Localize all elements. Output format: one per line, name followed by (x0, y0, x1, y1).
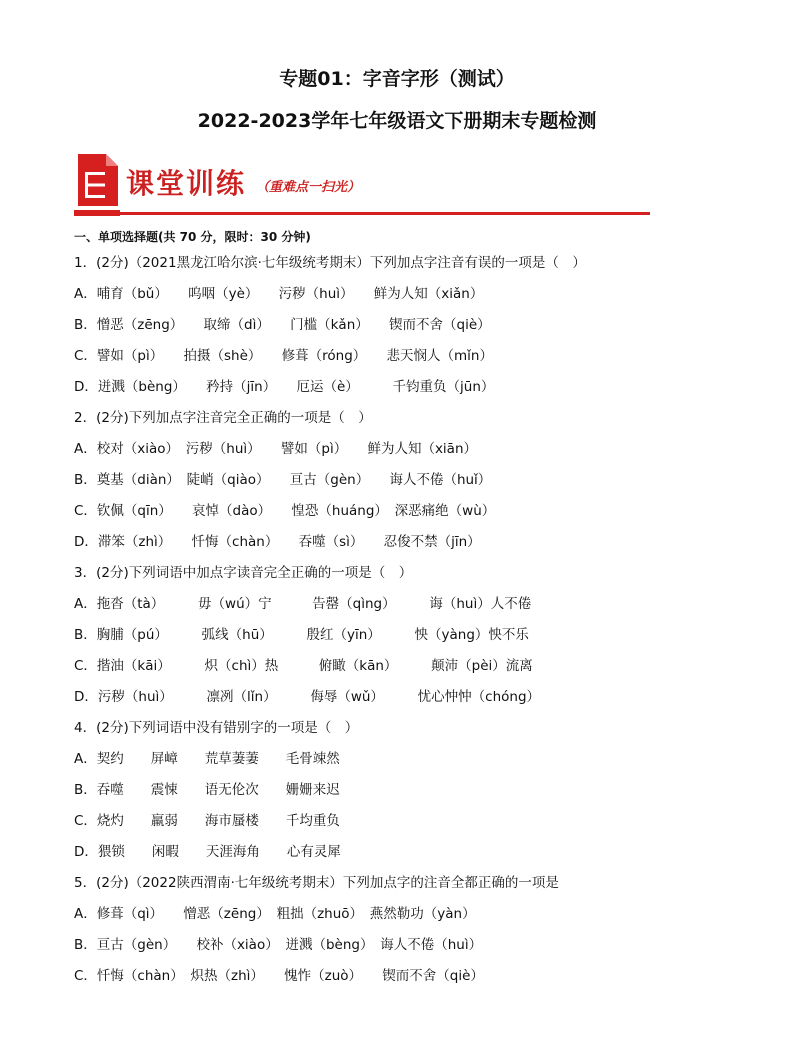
option-d: D．污秽（huì） 凛冽（lǐn） 侮辱（wǔ） 忧心忡忡（chóng） (74, 689, 541, 705)
option-d: D．滞笨（zhì） 忏悔（chàn） 吞噬（sì） 忍俊不禁（jīn） (74, 534, 481, 550)
option-c: C．忏悔（chàn） 炽热（zhì） 愧怍（zuò） 锲而不舍（qiè） (74, 968, 484, 984)
question-stem: 2．(2分)下列加点字注音完全正确的一项是（ ） (74, 410, 372, 426)
option-c: C．烧灼 羸弱 海市蜃楼 千均重负 (74, 813, 340, 829)
option-a: A．拖沓（tà） 毋（wú）宁 告罄（qìng） 诲（huì）人不倦 (74, 596, 532, 612)
document-subtitle: 2022-2023学年七年级语文下册期末专题检测 (197, 110, 597, 132)
document-icon (74, 152, 120, 208)
option-c: C．揩油（kāi） 炽（chì）热 俯瞰（kān） 颠沛（pèi）流离 (74, 658, 533, 674)
option-b: B．奠基（diàn） 陡峭（qiào） 亘古（gèn） 诲人不倦（huǐ） (74, 472, 492, 488)
section-banner (74, 150, 650, 218)
question-list (74, 248, 734, 992)
section-heading: 一、单项选择题(共 70 分，限时：30 分钟) (74, 230, 311, 244)
option-b: B．憎恶（zēng） 取缔（dì） 门槛（kǎn） 锲而不舍（qiè） (74, 317, 491, 333)
document-title: 专题01：字音字形（测试） (279, 68, 515, 90)
question-stem: 3．(2分)下列词语中加点字读音完全正确的一项是（ ） (74, 565, 413, 581)
question-stem: 1．(2分)（2021黑龙江哈尔滨·七年级统考期末）下列加点字注音有误的一项是（ ） (74, 255, 586, 271)
option-d: D．迸溅（bèng） 矜持（jīn） 厄运（è） 千钧重负（jūn） (74, 379, 495, 395)
question-stem: 5．(2分)（2022陕西渭南·七年级统考期末）下列加点字的注音全都正确的一项是 (74, 875, 559, 891)
question-stem: 4．(2分)下列词语中没有错别字的一项是（ ） (74, 720, 359, 736)
option-c: C．譬如（pì） 拍摄（shè） 修葺（róng） 悲天悯人（mǐn） (74, 348, 493, 364)
banner-subtitle: （重难点一扫光） (256, 180, 361, 195)
banner-title: 课堂训练 (126, 167, 247, 200)
option-b: B．吞噬 震悚 语无伦次 姗姗来迟 (74, 782, 340, 798)
option-a: A．校对（xiào） 污秽（huì） 譬如（pì） 鲜为人知（xiān） (74, 441, 478, 457)
banner-rule (114, 212, 650, 215)
option-b: B．亘古（gèn） 校补（xiào） 迸溅（bèng） 诲人不倦（huì） (74, 937, 483, 953)
option-b: B．胸脯（pú） 弧线（hū） 殷红（yīn） 怏（yàng）怏不乐 (74, 627, 529, 643)
option-a: A．修葺（qì） 憎恶（zēng） 粗拙（zhuō） 燕然勒功（yàn） (74, 906, 476, 922)
option-a: A．契约 屏嶂 荒草萋萋 毛骨竦然 (74, 751, 340, 767)
option-d: D．猥锁 闲暇 天涯海角 心有灵犀 (74, 844, 341, 860)
option-a: A．哺育（bǔ） 呜咽（yè） 污秽（huì） 鲜为人知（xiǎn） (74, 286, 484, 302)
option-c: C．钦佩（qīn） 哀悼（dào） 惶恐（huáng） 深恶痛绝（wù） (74, 503, 496, 519)
